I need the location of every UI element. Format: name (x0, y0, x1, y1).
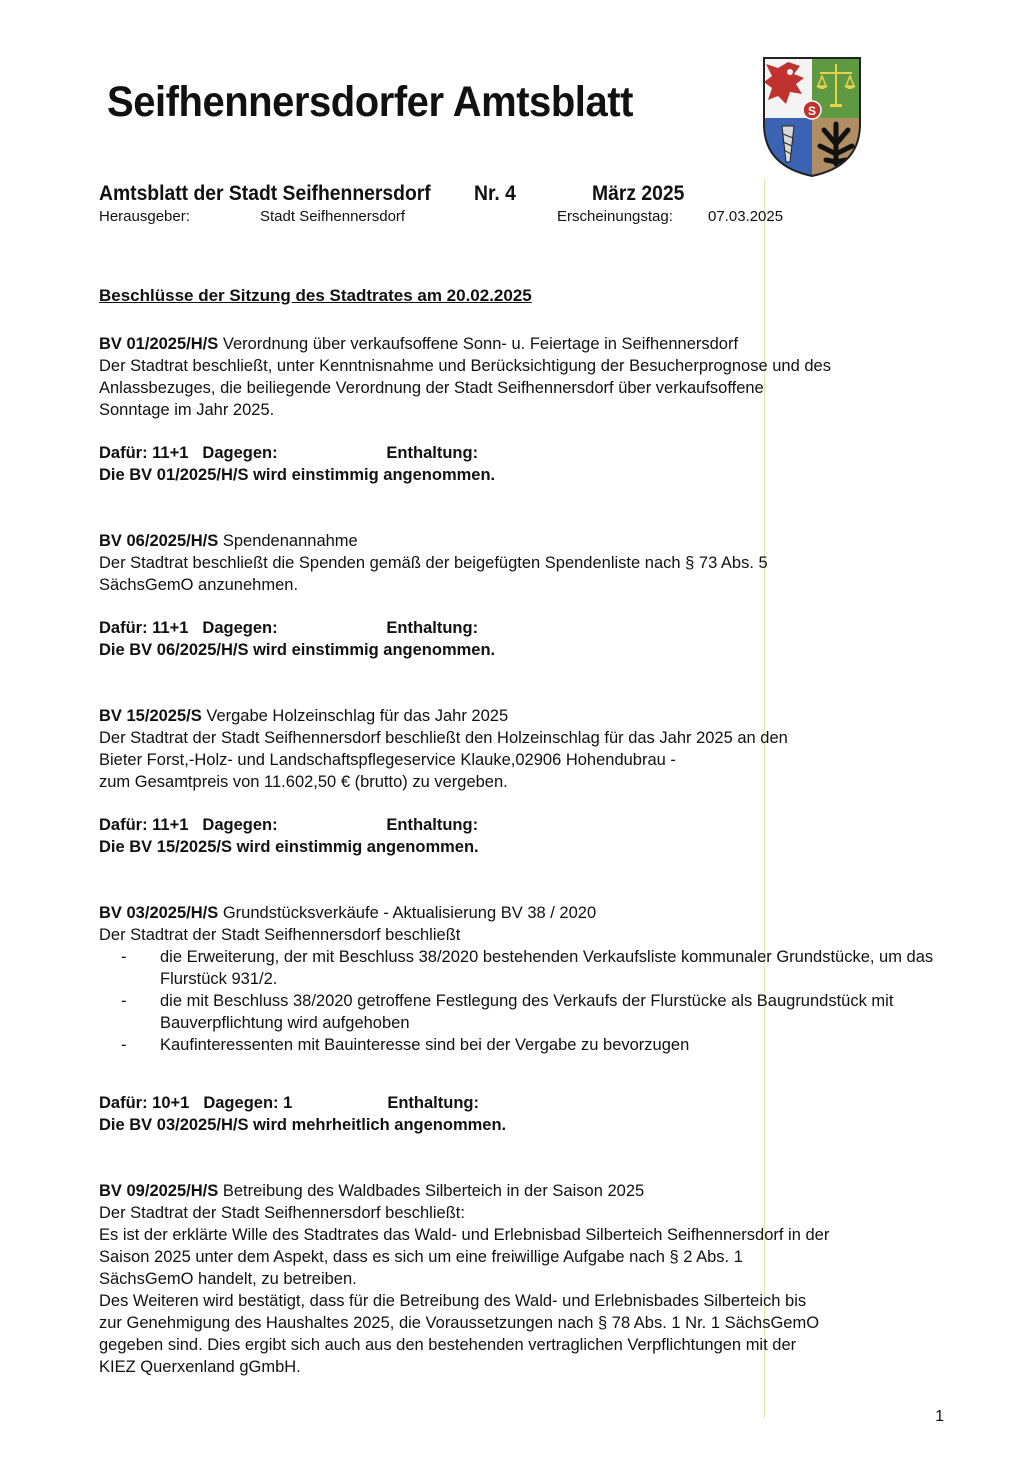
resolution-text: Sonntage im Jahr 2025. (99, 401, 275, 419)
resolution-title: Betreibung des Waldbades Silberteich in der Saison 2025 (222, 1182, 645, 1200)
resolution-id: BV 15/2025/S (99, 707, 202, 725)
vote-for: Dafür: 11+1 (99, 444, 189, 462)
vote-against: Dagegen: 1 (203, 1094, 293, 1112)
resolution-items (99, 946, 979, 1056)
vote-against: Dagegen: (202, 444, 278, 462)
resolutions-list (99, 333, 979, 1378)
resolution-text: Der Stadtrat der Stadt Seifhennersdorf beschließt: (99, 1204, 465, 1222)
resolution-block (99, 333, 979, 486)
resolution-text: SächsGemO handelt, zu betreiben. (99, 1270, 357, 1288)
section-title: Beschlüsse der Sitzung des Stadtrates am 20.02.2025 (99, 286, 532, 305)
resolution-text: Bieter Forst,-Holz- und Landschaftspflegeservice Klauke,02906 Hohendubrau - (99, 751, 676, 769)
vote-for: Dafür: 10+1 (99, 1094, 190, 1112)
vote-result: Die BV 01/2025/H/S wird einstimmig angenommen. (99, 466, 496, 484)
resolution-id: BV 01/2025/H/S (99, 335, 219, 353)
resolution-heading (99, 1180, 979, 1202)
resolution-text: Der Stadtrat beschließt die Spenden gemäß der beigefügten Spendenliste nach § 73 Abs. 5 (99, 554, 768, 572)
resolution-heading (99, 902, 979, 924)
resolution-title: Spendenannahme (222, 532, 358, 550)
vote-abstain: Enthaltung: (387, 1094, 479, 1112)
resolution-text: Der Stadtrat beschließt, unter Kenntnisnahme und Berücksichtigung der Besucherprognose und des (99, 357, 831, 375)
resolution-heading (99, 530, 979, 552)
resolution-title: Grundstücksverkäufe - Aktualisierung BV 38 / 2020 (222, 904, 597, 922)
publisher-label: Herausgeber: (99, 208, 190, 225)
crest-badge-letter: S (807, 104, 817, 118)
resolution-id: BV 09/2025/H/S (99, 1182, 219, 1200)
resolution-block (99, 1180, 979, 1378)
gazette-subtitle: Amtsblatt der Stadt Seifhennersdorf (99, 182, 431, 205)
resolution-text: SächsGemO anzunehmen. (99, 576, 299, 594)
resolution-block (99, 530, 979, 661)
issue-number: Nr. 4 (474, 182, 516, 205)
resolution-text: zur Genehmigung des Haushaltes 2025, die Voraussetzungen nach § 78 Abs. 1 Nr. 1 SächsGemO (99, 1314, 820, 1332)
vote-for: Dafür: 11+1 (99, 619, 189, 637)
resolution-text: Es ist der erklärte Wille des Stadtrates das Wald- und Erlebnisbad Silberteich Seifhennersdorf in der (99, 1226, 830, 1244)
vote-abstain: Enthaltung: (386, 619, 479, 637)
resolution-text: gegeben sind. Dies ergibt sich auch aus den bestehenden vertraglichen Verpflichtungen mit der (99, 1336, 797, 1354)
page-number: 1 (935, 1408, 944, 1425)
list-item: - Kaufinteressenten mit Bauinteresse sind bei der Vergabe zu bevorzugen (99, 1034, 979, 1056)
vote-against: Dagegen: (202, 816, 278, 834)
resolution-id: BV 03/2025/H/S (99, 904, 219, 922)
page-title: Seifhennersdorfer Amtsblatt (107, 78, 633, 126)
vote-for: Dafür: 11+1 (99, 816, 189, 834)
publication-date-label: Erscheinungstag: (557, 208, 673, 225)
resolution-text: Anlassbezuges, die beiliegende Verordnung der Stadt Seifhennersdorf über verkaufsoffene (99, 379, 764, 397)
resolution-block (99, 705, 979, 858)
resolution-text: Der Stadtrat der Stadt Seifhennersdorf beschließt den Holzeinschlag für das Jahr 2025 an den (99, 729, 788, 747)
vote-summary (99, 617, 979, 661)
vote-against: Dagegen: (202, 619, 278, 637)
resolution-text: KIEZ Querxenland gGmbH. (99, 1358, 301, 1376)
vote-abstain: Enthaltung: (386, 444, 479, 462)
resolution-text: Des Weiteren wird bestätigt, dass für die Betreibung des Wald- und Erlebnisbades Silberteich bis (99, 1292, 807, 1310)
resolution-text: Saison 2025 unter dem Aspekt, dass es sich um eine freiwillige Aufgabe nach § 2 Abs. 1 (99, 1248, 743, 1266)
list-item: - die Erweiterung, der mit Beschluss 38/2020 bestehenden Verkaufsliste kommunaler Grundstücke, um das Flurstück 931/2. (99, 946, 979, 990)
resolution-id: BV 06/2025/H/S (99, 532, 219, 550)
resolution-text: zum Gesamtpreis von 11.602,50 € (brutto) zu vergeben. (99, 773, 508, 791)
publisher-value: Stadt Seifhennersdorf (260, 208, 406, 225)
resolution-heading (99, 333, 979, 355)
resolution-text: Der Stadtrat der Stadt Seifhennersdorf beschließt (99, 926, 461, 944)
resolution-block (99, 902, 979, 1136)
vote-abstain: Enthaltung: (386, 816, 479, 834)
vote-summary (99, 442, 979, 486)
city-coat-of-arms-icon (760, 54, 864, 185)
resolution-title: Verordnung über verkaufsoffene Sonn- u. Feiertage in Seifhennersdorf (222, 335, 739, 353)
vote-result: Die BV 06/2025/H/S wird einstimmig angenommen. (99, 641, 496, 659)
vote-summary (99, 1092, 979, 1136)
publication-date-value: 07.03.2025 (708, 208, 784, 225)
vote-result: Die BV 03/2025/H/S wird mehrheitlich angenommen. (99, 1116, 507, 1134)
issue-month: März 2025 (592, 182, 685, 205)
vote-result: Die BV 15/2025/S wird einstimmig angenommen. (99, 838, 479, 856)
resolution-heading (99, 705, 979, 727)
vote-summary (99, 814, 979, 858)
resolution-title: Vergabe Holzeinschlag für das Jahr 2025 (206, 707, 509, 725)
list-item: - die mit Beschluss 38/2020 getroffene Festlegung des Verkaufs der Flurstücke als Baugrundstück mit Bauverpflichtung wird aufgehoben (99, 990, 979, 1034)
